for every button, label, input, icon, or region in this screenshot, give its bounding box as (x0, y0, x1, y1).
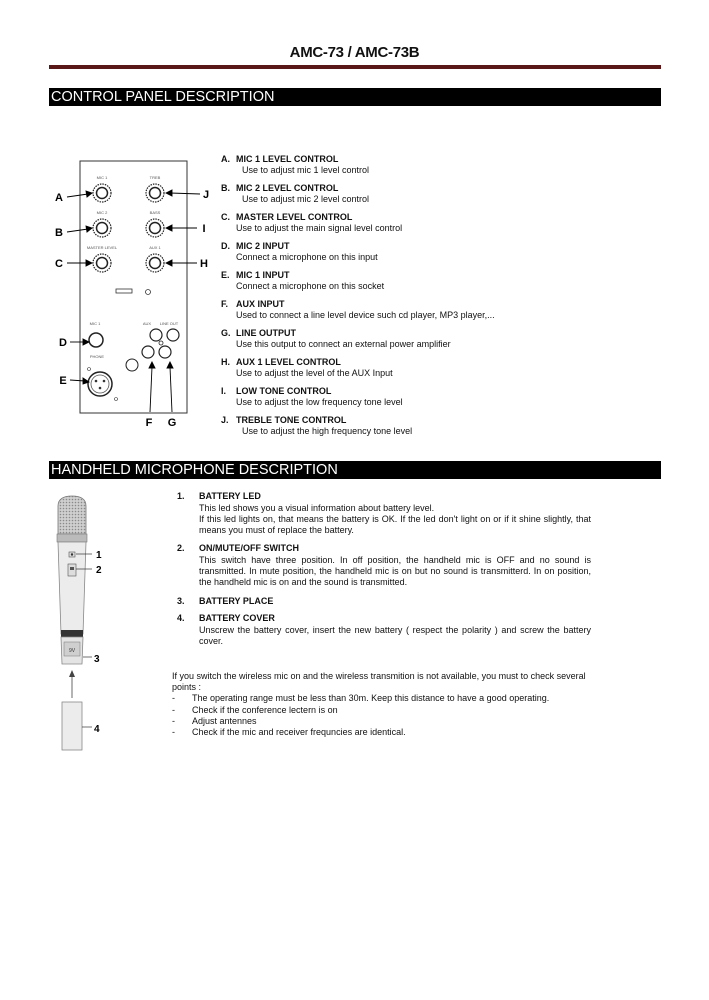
handheld-item-battery-place: 3. BATTERY PLACE (177, 596, 274, 606)
callout-letter: B (55, 227, 63, 239)
control-panel-diagram (52, 155, 212, 435)
callout-number: 2 (96, 565, 102, 576)
aux-jack-left (150, 329, 162, 341)
list-item: J. TREBLE TONE CONTROL Use to adjust the high frequency tone level (221, 415, 413, 436)
knob-treb (146, 184, 164, 202)
line-out-jack-right (159, 346, 171, 358)
troubleshooting-note (172, 671, 612, 738)
list-item: I. LOW TONE CONTROL Use to adjust the low frequency tone level (221, 386, 403, 407)
mic-neck (57, 534, 87, 542)
list-item: C. MASTER LEVEL CONTROL Use to adjust the main signal level control (221, 212, 403, 233)
callout-letter: E (59, 375, 67, 387)
callout-letter: A (55, 192, 63, 204)
callout-letter: I (202, 223, 206, 235)
handheld-item-battery-led: 1. BATTERY LED This led shows you a visual information about battery level. If this led lights on, that means the battery is OK. If the led don't light on or if it shine slightly, that means you must of replace the battery. (177, 491, 591, 535)
knob-aux1 (146, 254, 164, 272)
led-indicator (159, 341, 163, 345)
callout-number: 4 (94, 724, 100, 735)
knob-label: LINE OUT (159, 321, 179, 326)
callout-letter: C (55, 258, 63, 270)
section-title-handheld: HANDHELD MICROPHONE DESCRIPTION (49, 461, 661, 479)
list-item: H. AUX 1 LEVEL CONTROL Use to adjust the level of the AUX Input (221, 357, 393, 378)
knob-label: AUX (142, 321, 152, 326)
knob-label: AUX 1 (149, 245, 161, 250)
list-item: D. MIC 2 INPUT Connect a microphone on this input (221, 241, 378, 262)
knob-mic2 (93, 219, 111, 237)
knob-bass (146, 219, 164, 237)
section-title-control-panel: CONTROL PANEL DESCRIPTION (49, 88, 661, 106)
note-bullet: - Check if the mic and receiver frequncies are identical. (172, 727, 406, 738)
power-switch (116, 289, 132, 293)
callout-number: 1 (96, 550, 102, 561)
knob-label: MIC 1 (96, 175, 108, 180)
list-item: A. MIC 1 LEVEL CONTROL Use to adjust mic 1 level control (221, 154, 370, 175)
battery-label: 9V (68, 648, 76, 654)
note-bullet: - Adjust antennes (172, 715, 257, 726)
callout-letter: F (145, 417, 153, 429)
knob-label: TREB (149, 175, 161, 180)
list-item: B. MIC 2 LEVEL CONTROL Use to adjust mic 2 level control (221, 183, 370, 204)
mic2-input-jack (89, 333, 103, 347)
title-rule (49, 65, 661, 69)
screw (88, 368, 91, 371)
battery-cover (62, 702, 82, 750)
knob-mic1 (93, 184, 111, 202)
knob-master (93, 254, 111, 272)
knob-label: MASTER LEVEL (86, 245, 118, 250)
xlr-mic1-input (88, 372, 112, 396)
mic-grille (58, 496, 86, 534)
callout-letter: D (59, 337, 67, 349)
mic-band (61, 630, 83, 637)
page-title: AMC-73 / AMC-73B (289, 44, 420, 61)
power-led (146, 290, 151, 295)
list-item: G. LINE OUTPUT Use this output to connect an external power amplifier (221, 328, 451, 349)
line-out-jack-left (142, 346, 154, 358)
phone-jack (126, 359, 138, 371)
callout-number: 3 (94, 654, 100, 665)
knob-label: PHONE (89, 354, 105, 359)
aux-jack-right (167, 329, 179, 341)
note-intro: If you switch the wireless mic on and the wireless transmition is not available, you must to check several points : (172, 671, 586, 693)
list-item: E. MIC 1 INPUT Connect a microphone on this socket (221, 270, 385, 291)
knob-label: MIC 1 (89, 321, 101, 326)
handheld-item-battery-cover: 4. BATTERY COVER Unscrew the battery cover, insert the new battery ( respect the polarity ) and screw the battery cover. (177, 613, 591, 646)
callout-letter: H (200, 258, 208, 270)
note-bullet: - The operating range must be less than 30m. Keep this distance to have a good operating. (172, 693, 550, 704)
note-bullet: - Check if the conference lectern is on (172, 704, 338, 715)
handheld-item-switch: 2. ON/MUTE/OFF SWITCH This switch have three position. In off position, the handheld mic is OFF and no sound is transmitted. In mute position, the handheld mic is on but no sound is transmitterd. In on position, the handheld mic is on and the sound is transmitted. (177, 543, 591, 587)
knob-label: MIC 2 (96, 210, 108, 215)
callout-letter: G (167, 417, 177, 429)
list-item: F. AUX INPUT Used to connect a line level device such cd player, MP3 player,... (221, 299, 495, 320)
knob-label: BASS (149, 210, 161, 215)
control-panel-list (221, 154, 621, 444)
handheld-mic-diagram (50, 492, 120, 757)
callout-letter: J (202, 189, 210, 201)
screw (115, 398, 118, 401)
